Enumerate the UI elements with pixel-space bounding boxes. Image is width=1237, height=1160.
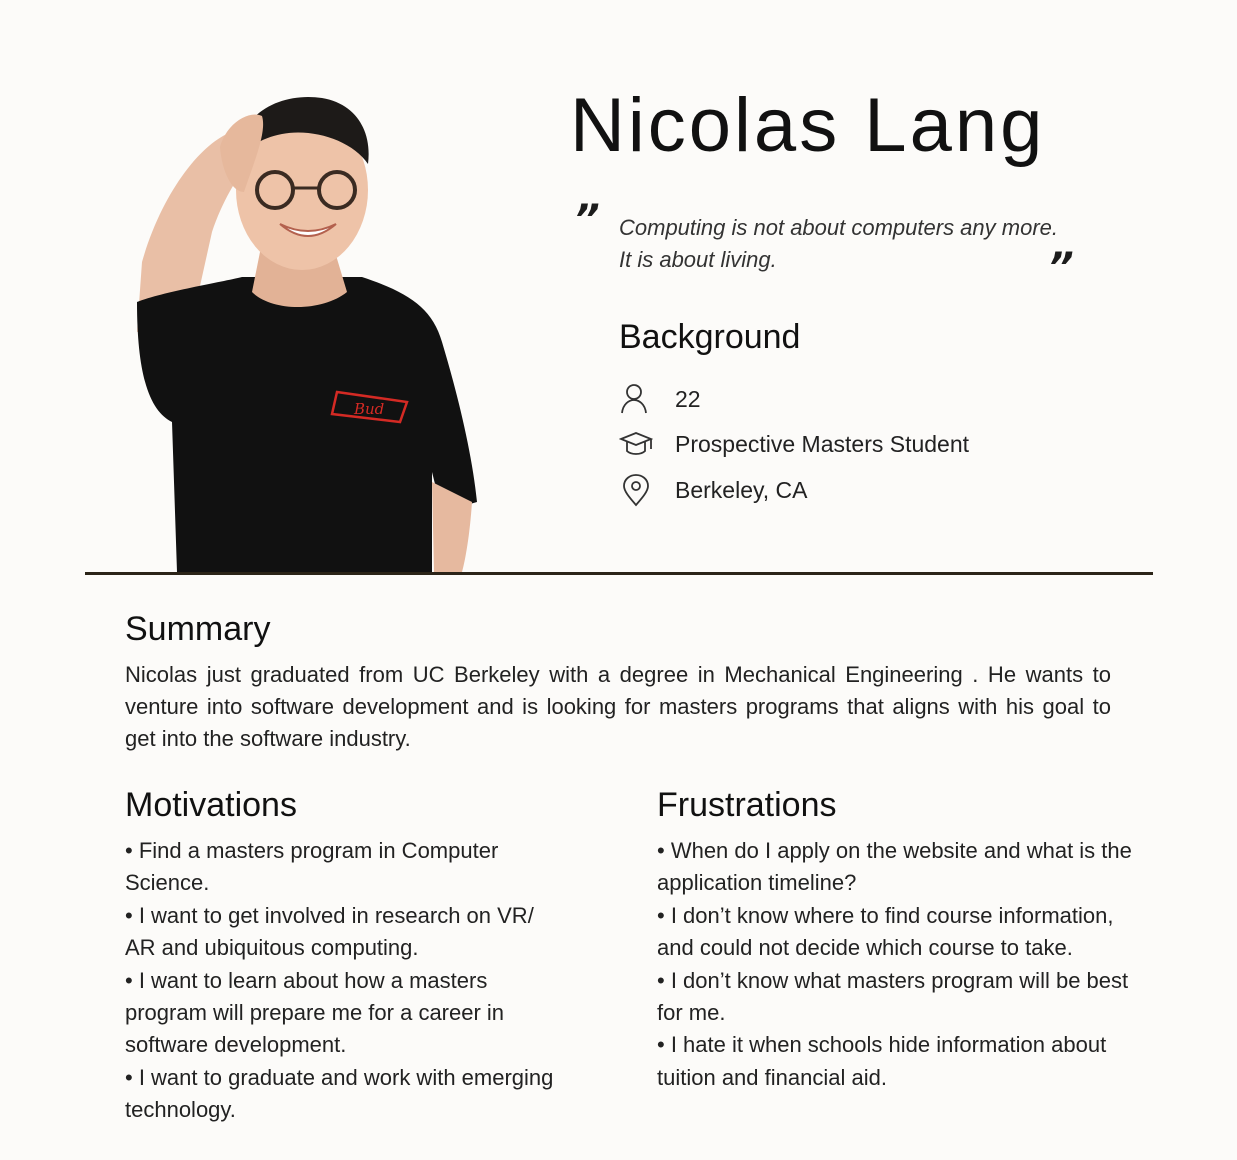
graduation-cap-icon <box>619 427 653 461</box>
persona-photo <box>132 92 478 572</box>
background-title: Background <box>619 318 801 356</box>
summary-title: Summary <box>125 610 271 648</box>
frustration-item: • I hate it when schools hide information about tuition and financial aid. <box>657 1032 1107 1090</box>
motivation-item: • I want to learn about how a masters program will prepare me for a career in software development. <box>125 967 505 1058</box>
person-icon <box>619 382 653 416</box>
section-divider <box>85 572 1153 575</box>
svg-text:Bud: Bud <box>354 400 385 418</box>
frustration-item: • I don’t know where to find course information, and could not decide which course to take. <box>657 902 1114 961</box>
location-pin-icon <box>619 473 653 507</box>
motivation-item: • I want to get involved in research on VR/ AR and ubiquitous computing. <box>125 902 534 961</box>
motivations-title: Motivations <box>125 786 297 824</box>
persona-name: Nicolas Lang <box>570 83 1046 168</box>
location-value: Berkeley, CA <box>675 476 808 503</box>
motivation-item: • Find a masters program in Computer Science. <box>125 838 499 896</box>
background-age-row <box>619 382 701 416</box>
background-education-row <box>619 427 969 461</box>
motivations-list <box>125 835 565 1127</box>
open-quote-mark: ” <box>574 197 600 243</box>
persona-quote: Computing is not about computers any more. It is about living. <box>619 215 1059 272</box>
motivation-item: • I want to graduate and work with emerging technology. <box>125 1064 554 1123</box>
frustration-item: • When do I apply on the website and what is the application timeline? <box>657 838 1132 896</box>
summary-text: Nicolas just graduated from UC Berkeley with a degree in Mechanical Engineering . He wants to venture into software development and is looking for masters programs that aligns with his goal to get into the software industry. <box>125 662 1111 751</box>
frustrations-title: Frustrations <box>657 786 837 824</box>
background-location-row <box>619 473 808 507</box>
age-value: 22 <box>675 385 701 412</box>
frustration-item: • I don’t know what masters program will be best for me. <box>657 967 1129 1026</box>
education-value: Prospective Masters Student <box>675 430 970 457</box>
frustrations-list <box>657 835 1142 1094</box>
close-quote-mark: ” <box>1048 245 1074 291</box>
